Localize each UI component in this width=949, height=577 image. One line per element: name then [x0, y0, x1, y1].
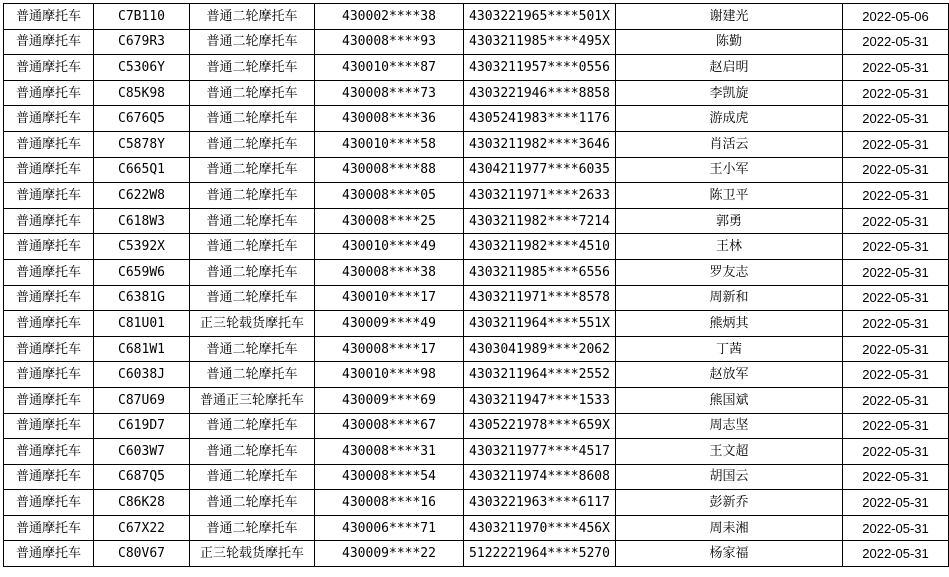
- cell-owner-name: 周耒湘: [616, 515, 843, 541]
- cell-category: 普通摩托车: [4, 490, 94, 516]
- cell-date: 2022-05-06: [843, 4, 949, 30]
- cell-owner-name: 胡国云: [616, 464, 843, 490]
- cell-plate-number: C5878Y: [94, 131, 190, 157]
- cell-plate-number: C85K98: [94, 80, 190, 106]
- cell-id-number: 4303211970****456X: [464, 515, 616, 541]
- table-body: [4, 4, 949, 567]
- cell-id-number: 4303211957****0556: [464, 55, 616, 81]
- table-row: [4, 413, 949, 439]
- cell-category: 普通摩托车: [4, 285, 94, 311]
- cell-vehicle-type: 普通二轮摩托车: [190, 208, 315, 234]
- cell-category: 普通摩托车: [4, 362, 94, 388]
- cell-category: 普通摩托车: [4, 259, 94, 285]
- table-row: [4, 234, 949, 260]
- cell-category: 普通摩托车: [4, 464, 94, 490]
- cell-vehicle-type: 普通二轮摩托车: [190, 4, 315, 30]
- cell-category: 普通摩托车: [4, 541, 94, 567]
- cell-id-number: 4303211985****495X: [464, 29, 616, 55]
- table-row: [4, 541, 949, 567]
- cell-vehicle-type: 普通二轮摩托车: [190, 183, 315, 209]
- cell-category: 普通摩托车: [4, 106, 94, 132]
- cell-owner-name: 王林: [616, 234, 843, 260]
- cell-category: 普通摩托车: [4, 387, 94, 413]
- cell-plate-number: C5392X: [94, 234, 190, 260]
- cell-owner-name: 王小军: [616, 157, 843, 183]
- table-row: [4, 55, 949, 81]
- cell-date: 2022-05-31: [843, 208, 949, 234]
- cell-date: 2022-05-31: [843, 55, 949, 81]
- cell-plate-number: C6038J: [94, 362, 190, 388]
- cell-date: 2022-05-31: [843, 157, 949, 183]
- cell-registration-number: 430010****49: [315, 234, 464, 260]
- cell-registration-number: 430009****22: [315, 541, 464, 567]
- cell-category: 普通摩托车: [4, 4, 94, 30]
- cell-vehicle-type: 正三轮载货摩托车: [190, 541, 315, 567]
- cell-plate-number: C603W7: [94, 439, 190, 465]
- table-row: [4, 131, 949, 157]
- table-row: [4, 80, 949, 106]
- table-row: [4, 285, 949, 311]
- table-row: [4, 4, 949, 30]
- cell-owner-name: 熊炳其: [616, 311, 843, 337]
- cell-date: 2022-05-31: [843, 490, 949, 516]
- cell-owner-name: 罗友志: [616, 259, 843, 285]
- cell-registration-number: 430008****54: [315, 464, 464, 490]
- cell-date: 2022-05-31: [843, 515, 949, 541]
- cell-date: 2022-05-31: [843, 439, 949, 465]
- cell-date: 2022-05-31: [843, 80, 949, 106]
- cell-category: 普通摩托车: [4, 157, 94, 183]
- cell-date: 2022-05-31: [843, 106, 949, 132]
- vehicle-records-table: [3, 3, 949, 567]
- cell-date: 2022-05-31: [843, 311, 949, 337]
- cell-id-number: 4303211977****4517: [464, 439, 616, 465]
- cell-id-number: 4303211964****2552: [464, 362, 616, 388]
- cell-owner-name: 杨家福: [616, 541, 843, 567]
- cell-registration-number: 430009****49: [315, 311, 464, 337]
- cell-category: 普通摩托车: [4, 80, 94, 106]
- cell-owner-name: 彭新乔: [616, 490, 843, 516]
- cell-category: 普通摩托车: [4, 55, 94, 81]
- cell-vehicle-type: 普通二轮摩托车: [190, 259, 315, 285]
- cell-registration-number: 430008****05: [315, 183, 464, 209]
- table-row: [4, 490, 949, 516]
- cell-registration-number: 430009****69: [315, 387, 464, 413]
- cell-vehicle-type: 普通二轮摩托车: [190, 80, 315, 106]
- cell-registration-number: 430008****36: [315, 106, 464, 132]
- cell-plate-number: C67X22: [94, 515, 190, 541]
- cell-id-number: 4305241983****1176: [464, 106, 616, 132]
- cell-registration-number: 430006****71: [315, 515, 464, 541]
- cell-vehicle-type: 普通二轮摩托车: [190, 336, 315, 362]
- cell-vehicle-type: 普通二轮摩托车: [190, 106, 315, 132]
- cell-date: 2022-05-31: [843, 464, 949, 490]
- cell-date: 2022-05-31: [843, 285, 949, 311]
- cell-registration-number: 430008****73: [315, 80, 464, 106]
- table-row: [4, 515, 949, 541]
- cell-category: 普通摩托车: [4, 336, 94, 362]
- cell-owner-name: 陈卫平: [616, 183, 843, 209]
- cell-plate-number: C622W8: [94, 183, 190, 209]
- table-row: [4, 311, 949, 337]
- cell-registration-number: 430010****58: [315, 131, 464, 157]
- cell-id-number: 4303211985****6556: [464, 259, 616, 285]
- cell-owner-name: 郭勇: [616, 208, 843, 234]
- cell-category: 普通摩托车: [4, 208, 94, 234]
- table-row: [4, 336, 949, 362]
- cell-owner-name: 熊国斌: [616, 387, 843, 413]
- cell-plate-number: C87U69: [94, 387, 190, 413]
- cell-registration-number: 430008****17: [315, 336, 464, 362]
- table-row: [4, 208, 949, 234]
- cell-plate-number: C665Q1: [94, 157, 190, 183]
- cell-id-number: 4304211977****6035: [464, 157, 616, 183]
- cell-registration-number: 430010****98: [315, 362, 464, 388]
- cell-id-number: 4305221978****659X: [464, 413, 616, 439]
- cell-id-number: 4303211974****8608: [464, 464, 616, 490]
- cell-category: 普通摩托车: [4, 413, 94, 439]
- table-row: [4, 106, 949, 132]
- cell-vehicle-type: 普通二轮摩托车: [190, 157, 315, 183]
- cell-id-number: 4303221965****501X: [464, 4, 616, 30]
- cell-date: 2022-05-31: [843, 131, 949, 157]
- cell-vehicle-type: 普通正三轮摩托车: [190, 387, 315, 413]
- cell-plate-number: C81U01: [94, 311, 190, 337]
- cell-owner-name: 周志坚: [616, 413, 843, 439]
- cell-vehicle-type: 普通二轮摩托车: [190, 439, 315, 465]
- table-row: [4, 29, 949, 55]
- cell-plate-number: C618W3: [94, 208, 190, 234]
- cell-registration-number: 430008****88: [315, 157, 464, 183]
- cell-vehicle-type: 普通二轮摩托车: [190, 490, 315, 516]
- cell-date: 2022-05-31: [843, 183, 949, 209]
- cell-registration-number: 430002****38: [315, 4, 464, 30]
- cell-category: 普通摩托车: [4, 29, 94, 55]
- cell-vehicle-type: 普通二轮摩托车: [190, 285, 315, 311]
- cell-date: 2022-05-31: [843, 541, 949, 567]
- cell-owner-name: 王文超: [616, 439, 843, 465]
- table-row: [4, 157, 949, 183]
- cell-date: 2022-05-31: [843, 413, 949, 439]
- cell-id-number: 4303041989****2062: [464, 336, 616, 362]
- cell-id-number: 4303221963****6117: [464, 490, 616, 516]
- cell-id-number: 4303211982****7214: [464, 208, 616, 234]
- cell-registration-number: 430008****31: [315, 439, 464, 465]
- table-row: [4, 464, 949, 490]
- cell-vehicle-type: 普通二轮摩托车: [190, 464, 315, 490]
- cell-plate-number: C687Q5: [94, 464, 190, 490]
- cell-vehicle-type: 普通二轮摩托车: [190, 55, 315, 81]
- cell-id-number: 4303211971****8578: [464, 285, 616, 311]
- cell-plate-number: C619D7: [94, 413, 190, 439]
- cell-registration-number: 430008****93: [315, 29, 464, 55]
- cell-owner-name: 赵放军: [616, 362, 843, 388]
- cell-plate-number: C5306Y: [94, 55, 190, 81]
- cell-date: 2022-05-31: [843, 336, 949, 362]
- cell-registration-number: 430008****16: [315, 490, 464, 516]
- cell-id-number: 4303221946****8858: [464, 80, 616, 106]
- cell-owner-name: 肖活云: [616, 131, 843, 157]
- cell-registration-number: 430008****38: [315, 259, 464, 285]
- table-row: [4, 439, 949, 465]
- table-row: [4, 362, 949, 388]
- cell-plate-number: C681W1: [94, 336, 190, 362]
- cell-vehicle-type: 普通二轮摩托车: [190, 234, 315, 260]
- cell-registration-number: 430010****17: [315, 285, 464, 311]
- cell-registration-number: 430010****87: [315, 55, 464, 81]
- cell-owner-name: 谢建光: [616, 4, 843, 30]
- cell-owner-name: 赵启明: [616, 55, 843, 81]
- cell-id-number: 4303211964****551X: [464, 311, 616, 337]
- cell-category: 普通摩托车: [4, 234, 94, 260]
- cell-date: 2022-05-31: [843, 259, 949, 285]
- cell-owner-name: 丁茜: [616, 336, 843, 362]
- cell-id-number: 4303211982****3646: [464, 131, 616, 157]
- cell-plate-number: C86K28: [94, 490, 190, 516]
- table-row: [4, 259, 949, 285]
- cell-owner-name: 李凯旋: [616, 80, 843, 106]
- cell-vehicle-type: 普通二轮摩托车: [190, 413, 315, 439]
- document-sheet: [0, 3, 949, 577]
- cell-date: 2022-05-31: [843, 387, 949, 413]
- cell-plate-number: C659W6: [94, 259, 190, 285]
- cell-plate-number: C6381G: [94, 285, 190, 311]
- cell-vehicle-type: 正三轮载货摩托车: [190, 311, 315, 337]
- table-row: [4, 183, 949, 209]
- cell-registration-number: 430008****67: [315, 413, 464, 439]
- cell-id-number: 4303211947****1533: [464, 387, 616, 413]
- cell-date: 2022-05-31: [843, 29, 949, 55]
- cell-id-number: 4303211971****2633: [464, 183, 616, 209]
- cell-owner-name: 游成虎: [616, 106, 843, 132]
- cell-plate-number: C80V67: [94, 541, 190, 567]
- cell-category: 普通摩托车: [4, 183, 94, 209]
- cell-date: 2022-05-31: [843, 234, 949, 260]
- cell-registration-number: 430008****25: [315, 208, 464, 234]
- cell-owner-name: 陈勤: [616, 29, 843, 55]
- cell-plate-number: C7B110: [94, 4, 190, 30]
- cell-owner-name: 周新和: [616, 285, 843, 311]
- cell-category: 普通摩托车: [4, 131, 94, 157]
- cell-date: 2022-05-31: [843, 362, 949, 388]
- cell-vehicle-type: 普通二轮摩托车: [190, 515, 315, 541]
- cell-id-number: 5122221964****5270: [464, 541, 616, 567]
- table-row: [4, 387, 949, 413]
- cell-category: 普通摩托车: [4, 515, 94, 541]
- cell-vehicle-type: 普通二轮摩托车: [190, 29, 315, 55]
- cell-plate-number: C679R3: [94, 29, 190, 55]
- cell-category: 普通摩托车: [4, 439, 94, 465]
- cell-id-number: 4303211982****4510: [464, 234, 616, 260]
- cell-category: 普通摩托车: [4, 311, 94, 337]
- cell-plate-number: C676Q5: [94, 106, 190, 132]
- cell-vehicle-type: 普通二轮摩托车: [190, 131, 315, 157]
- cell-vehicle-type: 普通二轮摩托车: [190, 362, 315, 388]
